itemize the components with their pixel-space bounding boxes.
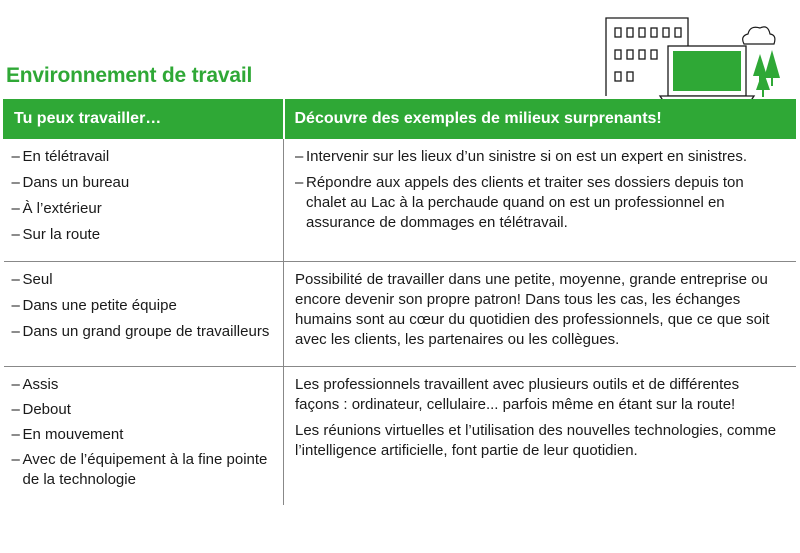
table-header-row bbox=[4, 100, 796, 139]
work-environment-table bbox=[3, 99, 796, 505]
table-cell-right bbox=[284, 262, 796, 367]
table-row bbox=[4, 139, 796, 262]
table-cell-right bbox=[284, 139, 796, 262]
work-posture-list bbox=[12, 375, 274, 490]
table-cell-left bbox=[4, 139, 284, 262]
list-item: – En télétravail bbox=[12, 147, 274, 167]
table-row bbox=[4, 367, 796, 506]
paragraph: Possibilité de travailler dans une petite, moyenne, grande entreprise ou encore devenir son propre patron! Dans tous les cas, les échanges humains sont au cœur du quotidien des professionnels, que ce que soit avec les clients, les partenaires ou les collègues. bbox=[295, 271, 770, 348]
paragraph: Les réunions virtuelles et l’utilisation des nouvelles technologies, comme l’intelligence artificielle, font partie de leur quotidien. bbox=[295, 422, 777, 459]
table-row bbox=[4, 262, 796, 367]
laptop-icon bbox=[660, 46, 754, 102]
list-item: – Dans un bureau bbox=[12, 173, 274, 193]
list-item: – Intervenir sur les lieux d’un sinistre si on est un expert en sinistres. bbox=[295, 147, 786, 167]
list-item: – Assis bbox=[12, 375, 274, 395]
list-item: – Répondre aux appels des clients et traiter ses dossiers depuis ton chalet au Lac à la perchaude quand on est un professionnel en assurance de dommages en télétravail. bbox=[295, 173, 786, 233]
example-list bbox=[295, 147, 786, 233]
list-item: – Dans une petite équipe bbox=[12, 296, 274, 316]
list-item: – En mouvement bbox=[12, 425, 274, 445]
list-item: – Avec de l’équipement à la fine pointe de la technologie bbox=[12, 450, 274, 490]
table-cell-left bbox=[4, 367, 284, 506]
list-item: – Debout bbox=[12, 400, 274, 420]
team-size-list bbox=[12, 270, 274, 342]
list-item: – À l’extérieur bbox=[12, 199, 274, 219]
paragraph: Les professionnels travaillent avec plusieurs outils et de différentes façons : ordinateur, cellulaire... parfois même en étant sur la route! bbox=[295, 376, 740, 413]
work-location-list bbox=[12, 147, 274, 245]
table-cell-right bbox=[284, 367, 796, 506]
list-item: – Dans un grand groupe de travailleurs bbox=[12, 322, 274, 342]
header-you-can-work: Tu peux travailler… bbox=[4, 100, 284, 139]
work-environment-illustration bbox=[602, 14, 782, 106]
header-discover-examples: Découvre des exemples de milieux surprenants! bbox=[284, 100, 796, 139]
page-title: Environnement de travail bbox=[6, 64, 253, 87]
list-item: – Seul bbox=[12, 270, 274, 290]
cloud-icon bbox=[743, 27, 775, 44]
table-cell-left bbox=[4, 262, 284, 367]
pine-tree-icon bbox=[753, 50, 780, 97]
list-item: – Sur la route bbox=[12, 225, 274, 245]
